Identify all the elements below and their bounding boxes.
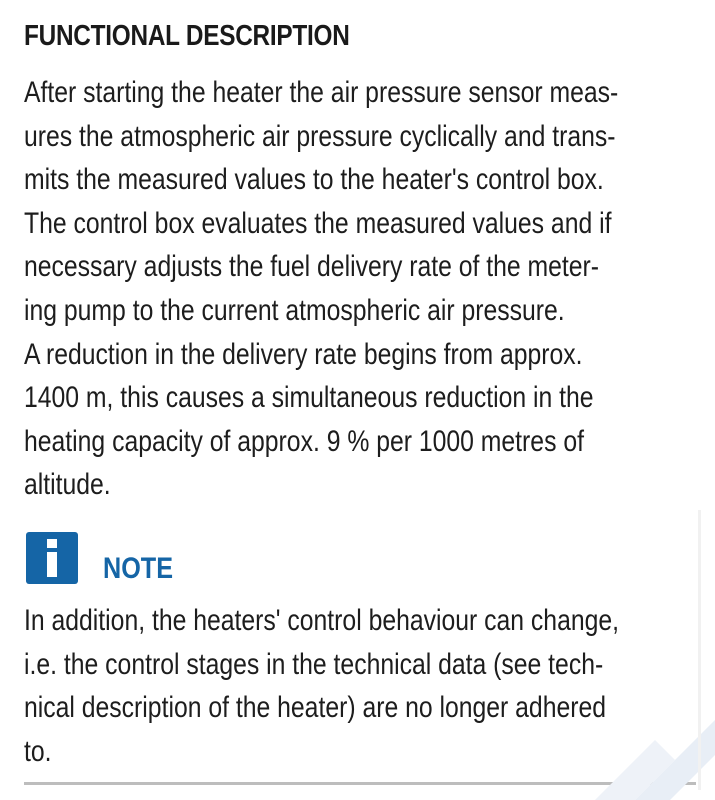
note-line: to. <box>24 734 52 768</box>
paragraph-line: ing pump to the current atmospheric air pressure. <box>24 293 565 327</box>
bottom-divider <box>24 782 696 785</box>
paragraph-line: After starting the heater the air pressure sensor meas- <box>24 76 619 109</box>
section-heading: FUNCTIONAL DESCRIPTION <box>24 20 350 52</box>
paragraph-line: heating capacity of approx. 9 % per 1000 metres of <box>24 424 584 458</box>
paragraph-line: ures the atmospheric air pressure cyclically and trans- <box>24 119 616 153</box>
note-paragraph <box>24 599 715 773</box>
paragraph-line: 1400 m, this causes a simultaneous reduction in the <box>24 381 594 415</box>
note-line: nical description of the heater) are no longer adhered <box>24 691 607 725</box>
functional-description-paragraph <box>24 71 684 507</box>
paragraph-line: A reduction in the delivery rate begins from approx. <box>24 337 583 371</box>
info-icon <box>26 532 78 584</box>
paragraph-line: necessary adjusts the fuel delivery rate of the meter- <box>24 250 600 284</box>
info-icon-stem <box>47 552 57 577</box>
side-watermark-strip <box>690 500 710 800</box>
paragraph-line: altitude. <box>24 468 111 502</box>
note-label: NOTE <box>103 552 174 585</box>
paragraph-line: mits the measured values to the heater's control box. <box>24 163 604 197</box>
note-line: In addition, the heaters' control behaviour can change, <box>24 604 620 637</box>
note-line: i.e. the control stages in the technical data (see tech- <box>24 647 604 681</box>
info-icon-dot <box>47 539 57 548</box>
paragraph-line: The control box evaluates the measured values and if <box>24 206 612 240</box>
